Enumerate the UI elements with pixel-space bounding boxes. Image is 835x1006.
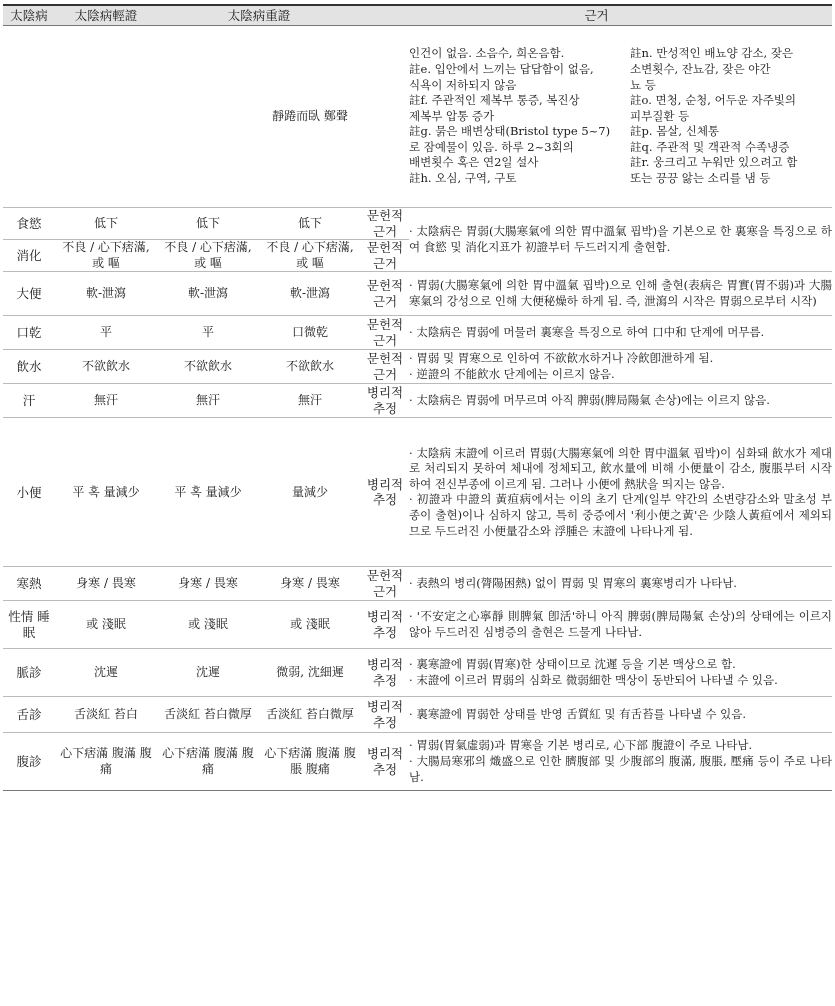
row-heavy-value-2: 軟-泄瀉 (289, 286, 331, 301)
top-notes-right: 註n. 만성적인 배뇨양 감소, 잦은 소변횟수, 잔뇨감, 잦은 야간 뇨 등 註o. 면청, 순청, 어두운 자주빛의 피부질환 등 註p. 몸살, 신체통 註q. 주관적 및 객관적 수족냉증 註r. 웅크리고 누워만 있으려고 함 또는 끙끙 앓는 소리를 냄 등 (630, 46, 798, 186)
row-evidence (409, 649, 832, 697)
row-heavy-value-2: 量減少 (292, 484, 329, 499)
table-row (3, 350, 832, 384)
row-heavy-value-1: 平 혹 量減少 (174, 484, 242, 499)
row-evidence (409, 601, 832, 649)
row-heavy-value-2: 無汗 (298, 393, 323, 408)
row-category: 口乾 (16, 325, 42, 341)
evidence-line: · 初證과 中證의 黃疸病에서는 이의 초기 단계(일부 약간의 소변량감소와 말초성 부종이 출현)이나 심하지 않고, 특히 중증에서 '利小便之黃'은 少陰人黃疸에서 제외되므로 두드러진 小便量감소와 浮腫은 末證에 나타나게 됨. (409, 492, 833, 538)
row-heavy-value-2: 舌淡紅 苔白微厚 (266, 707, 354, 722)
row-basis-type: 문헌적 근거 (366, 351, 404, 382)
row-light-value: 沈遲 (93, 665, 118, 680)
row-evidence (409, 272, 832, 316)
row-evidence (409, 316, 832, 350)
row-category: 脈診 (16, 665, 42, 681)
table-row (3, 208, 832, 240)
evidence-line: · 逆證의 不能飮水 단계에는 이르지 않음. (409, 366, 615, 381)
table-row (3, 418, 832, 567)
row-heavy-value-1: 不欲飮水 (183, 359, 232, 374)
row-basis-type: 문헌적 근거 (366, 568, 404, 599)
row-category: 消化 (16, 247, 42, 263)
evidence-line: · 太陰病은 胃弱(大腸寒氣에 의한 胃中溫氣 핍박)을 기본으로 한 裏寒을 특징으로 하여 食慾 및 消化지표가 初證부터 두드러지게 출현함. (409, 224, 833, 254)
row-heavy-value-1: 沈遲 (195, 665, 220, 680)
top-notes-left: 인건이 없음. 소음수, 희온음함. 註e. 입안에서 느끼는 답답함이 없음, 식욕이 저하되지 않음 註f. 주관적인 제복부 통증, 복진상 제복부 압통 증가 註g. 묽은 배변상태(Bristol type 5~7) 로 잠예물이 있음. 하루 2~3회의 배변횟수 혹은 연2일 설사 註h. 오심, 구역, 구토 (409, 46, 611, 186)
evidence-line: · 太陰病 末證에 이르러 胃弱(大腸寒氣에 의한 胃中溫氣 핍박)이 심화돼 飮水가 제대로 처리되지 못하여 체내에 정체되고, 飮水量에 비해 小便量이 감소, 腹脹부터 시작하여 전신부종에 이르게 됨. 그러나 小便에 熱狀을 띄지는 않음. (409, 445, 833, 491)
row-light-value: 無汗 (93, 393, 118, 408)
row-basis-type: 문헌적 근거 (366, 208, 404, 239)
row-heavy-value-1: 軟-泄瀉 (187, 286, 229, 301)
row-evidence (409, 384, 832, 418)
row-basis-type: 병리적 추정 (366, 699, 404, 730)
row-basis-type: 병리적 추정 (366, 476, 404, 508)
row-heavy-value-1: 身寒 / 畏寒 (178, 576, 238, 591)
symptom-table (3, 4, 832, 791)
row-evidence (409, 733, 832, 791)
row-light-value: 不欲飮水 (81, 359, 130, 374)
row-basis-type: 문헌적 근거 (366, 278, 404, 309)
evidence-line: · 胃弱 및 胃寒으로 인하여 不欲飮水하거나 冷飮卽泄하게 됨. (409, 351, 714, 366)
evidence-line: · 胃弱(大腸寒氣에 의한 胃中溫氣 핍박)으로 인해 출현(表病은 胃實(胃不弱)과 大腸寒氣의 강성으로 인해 大便秘燥하 하게 됨. 즉, 泄瀉의 시작은 胃弱으로부터 시작) (409, 278, 833, 308)
row-basis-type: 병리적 추정 (366, 609, 404, 640)
row-category: 舌診 (16, 707, 42, 723)
table-row (3, 697, 832, 733)
row-light-value: 身寒 / 畏寒 (76, 576, 136, 591)
table-row (3, 384, 832, 418)
row-category: 大便 (16, 286, 42, 302)
row-heavy-value-1: 舌淡紅 苔白微厚 (164, 707, 252, 722)
row-basis-type: 문헌적 근거 (366, 240, 404, 271)
row-category: 性情 睡眠 (8, 609, 50, 640)
row-evidence (409, 350, 832, 384)
row-light-value: 舌淡紅 苔白 (74, 707, 138, 722)
table-row (3, 272, 832, 316)
row-evidence (409, 418, 832, 567)
row-category: 寒熱 (16, 576, 42, 592)
row-heavy-value-1: 平 (201, 325, 214, 340)
evidence-line: · 太陰病은 胃弱에 머무르며 아직 脾弱(脾局陽氣 손상)에는 이르지 않음. (409, 393, 770, 408)
row-evidence (409, 567, 832, 601)
row-category: 小便 (16, 484, 42, 500)
row-light-value: 心下痞滿 腹滿 腹痛 (60, 746, 152, 776)
row-category: 汗 (22, 393, 36, 409)
table-row (3, 567, 832, 601)
evidence-line: · 太陰病은 胃弱에 머물러 裏寒을 특징으로 하여 口中和 단계에 머무름. (409, 325, 765, 340)
row-heavy-value-2: 微弱, 沈細遲 (276, 665, 344, 680)
row-heavy-value-1: 心下痞滿 腹滿 腹痛 (162, 746, 254, 776)
header-row (3, 5, 832, 26)
row-basis-type: 문헌적 근거 (366, 317, 404, 348)
row-basis-type: 병리적 추정 (366, 385, 404, 416)
row-evidence (409, 208, 832, 272)
row-light-value: 軟-泄瀉 (85, 286, 127, 301)
row-heavy-value-2: 或 淺眠 (290, 617, 330, 632)
header-heavy: 太陰病重證 (157, 5, 361, 26)
evidence-line: · 表熱의 병리(膂陽困熱) 없이 胃弱 및 胃寒의 裏寒병리가 나타남. (409, 576, 737, 591)
top-continuation-row (3, 26, 832, 208)
row-heavy-value-1: 不良 / 心下痞滿, 或 嘔 (164, 240, 252, 270)
evidence-line: · 末證에 이르러 胃弱의 심화로 微弱細한 맥상이 동반되어 나타낼 수 있음. (409, 672, 778, 687)
evidence-line: · 胃弱(胃氣虛弱)과 胃寒을 기본 병리로, 心下部 腹證이 주로 나타남. (409, 738, 753, 753)
row-light-value: 平 (99, 325, 112, 340)
table-row (3, 316, 832, 350)
row-category: 腹診 (16, 754, 42, 770)
row-heavy-value-2: 不良 / 心下痞滿, 或 嘔 (266, 240, 354, 270)
table-row (3, 733, 832, 791)
header-light: 太陰病輕證 (55, 5, 157, 26)
row-heavy-value-2: 口微乾 (292, 325, 329, 340)
row-light-value: 平 혹 量減少 (72, 484, 140, 499)
header-basis: 근거 (361, 5, 832, 26)
top-heavy-value: 靜踡而臥 鄭聲 (272, 108, 348, 123)
row-heavy-value-2: 不欲飮水 (286, 359, 335, 374)
evidence-line: · 裏寒證에 胃弱한 상태를 반영 舌質紅 및 有舌苔를 나타낼 수 있음. (409, 707, 747, 722)
row-heavy-value-1: 無汗 (195, 393, 220, 408)
header-category: 太陰病 (3, 5, 55, 26)
table-row (3, 649, 832, 697)
row-basis-type: 병리적 추정 (366, 746, 404, 777)
row-heavy-value-2: 低下 (298, 215, 323, 230)
row-evidence (409, 697, 832, 733)
row-basis-type: 병리적 추정 (366, 657, 404, 688)
evidence-line: · 裏寒證에 胃弱(胃寒)한 상태이므로 沈遲 등을 기본 맥상으로 함. (409, 657, 736, 672)
evidence-line: · 大腸局寒邪의 熾盛으로 인한 臍腹部 및 少腹部의 腹滿, 腹脹, 壓痛 등이 주로 나타남. (409, 754, 833, 784)
row-category: 食慾 (16, 215, 42, 231)
row-heavy-value-2: 身寒 / 畏寒 (280, 576, 340, 591)
row-light-value: 不良 / 心下痞滿, 或 嘔 (62, 240, 150, 270)
row-heavy-value-1: 低下 (195, 215, 220, 230)
row-light-value: 或 淺眠 (86, 617, 126, 632)
row-heavy-value-2: 心下痞滿 腹滿 腹脹 腹痛 (264, 746, 356, 776)
row-light-value: 低下 (93, 215, 118, 230)
evidence-line: · '不安定之心寧靜 則脾氣 卽活'하니 아직 脾弱(脾局陽氣 손상)의 상태에는 이르지 않아 두드러진 심병증의 출현은 드물게 나타남. (409, 609, 833, 639)
row-heavy-value-1: 或 淺眠 (188, 617, 228, 632)
table-row (3, 601, 832, 649)
row-category: 飮水 (16, 359, 42, 375)
